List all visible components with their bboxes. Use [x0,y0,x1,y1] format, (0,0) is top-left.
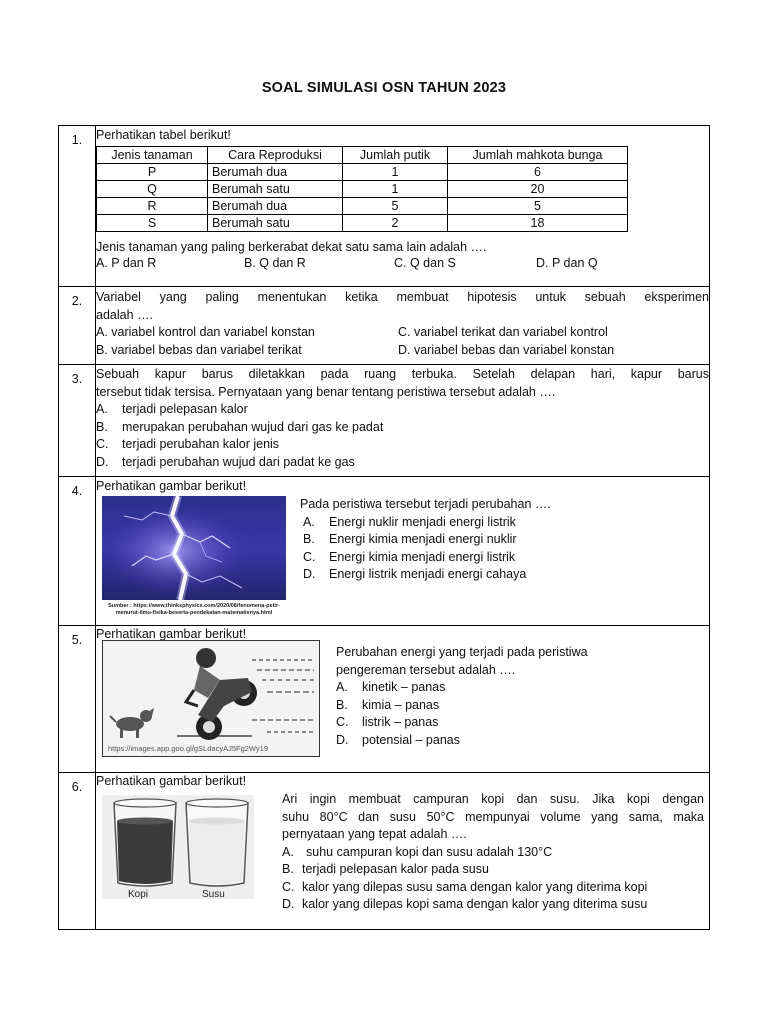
question-intro: Perhatikan tabel berikut! [96,128,231,142]
option-text: potensial – panas [362,732,460,747]
question-text-line: suhu 80°C dan susu 50°C mempunyai volume yang sama, maka [282,809,704,824]
table-cell: 1 [343,180,448,197]
motorbike-figure [102,640,320,760]
image-source-url: https://images.app.goo.gl/gSLdacyAJ5Fg2Wy19 [108,744,269,753]
option-text: Energi listrik menjadi energi cahaya [329,567,527,581]
option-letter: A. [96,402,108,416]
question-2 [59,287,710,365]
table-row [97,214,628,231]
question-intro: Perhatikan gambar berikut! [96,774,247,788]
option-text: terjadi pelepasan kalor pada susu [302,862,489,876]
table-cell: 6 [448,163,628,180]
table-cell: Berumah satu [208,214,343,231]
question-1 [59,126,710,287]
table-row [97,197,628,214]
option-letter: C. [303,549,316,564]
question-4 [59,477,710,626]
question-sheet [58,125,710,930]
image-source-caption: Sumber : https://www.thinksphysics.com/2020/08/fenomena-petir- [108,603,280,609]
option-d[interactable] [336,732,588,750]
option-b[interactable] [96,419,709,437]
option-text: kinetik – panas [362,680,446,694]
answer-options [96,401,709,471]
question-text-line: tersebut tidak tersisa. Pernyataan yang benar tentang peristiwa tersebut adalah …. [96,384,556,399]
option-a[interactable] [282,844,704,862]
option-a[interactable] [336,679,588,697]
table-row [97,180,628,197]
option-b[interactable]: B. variabel bebas dan variabel terikat [96,342,302,357]
option-text: terjadi perubahan wujud dari padat ke gas [122,454,355,469]
table-cell: Q [97,180,208,197]
image-source-caption: menurut-ilmu-fisika-beserta-pendekatan-matematisnya.html [115,609,273,616]
table-header: Jumlah mahkota bunga [448,146,628,163]
question-body [96,626,710,773]
question-body [96,287,710,365]
question-side [282,791,704,914]
table-header: Jumlah putik [343,146,448,163]
option-letter: C. [336,715,349,729]
plant-table [96,146,628,232]
question-intro: Perhatikan gambar berikut! [96,627,247,641]
option-text: kimia – panas [362,697,440,712]
option-d[interactable] [96,454,709,472]
question-text-line: Variabel yang paling menentukan ketika membuat hipotesis untuk sebuah eksperimen [96,290,709,304]
option-c[interactable]: C. variabel terikat dan variabel kontrol [398,325,608,339]
coffee-milk-glasses-image [102,795,254,899]
table-header: Cara Reproduksi [208,146,343,163]
option-text: Energi kimia menjadi energi nuklir [329,532,517,546]
table-cell: 18 [448,214,628,231]
option-letter: D. [96,454,109,469]
question-text-line: adalah …. [96,307,153,322]
question-3 [59,365,710,477]
option-b[interactable]: B. Q dan R [244,256,306,270]
question-intro: Perhatikan gambar berikut! [96,479,247,493]
option-text: Energi kimia menjadi energi listrik [329,549,516,564]
glasses-figure [102,795,254,902]
option-a[interactable]: A. P dan R [96,256,157,270]
option-b[interactable] [282,861,704,879]
option-text: kalor yang dilepas kopi sama dengan kalor yang diterima susu [302,897,648,911]
option-letter: C. [96,437,109,451]
option-letter: A. [282,844,294,859]
option-b[interactable] [336,697,588,715]
question-5 [59,626,710,773]
page-title: SOAL SIMULASI OSN TAHUN 2023 [261,80,507,96]
option-letter: A. [336,680,348,694]
question-text-line: Sebuah kapur barus diletakkan pada ruang terbuka. Setelah delapan hari, kapur barus [96,367,709,381]
table-cell: 5 [448,197,628,214]
option-d[interactable]: D. variabel bebas dan variabel konstan [398,342,615,357]
table-row [97,163,628,180]
lightning-image [102,496,286,600]
option-letter: B. [336,697,348,712]
option-letter: D. [282,897,295,911]
option-c[interactable] [303,549,551,567]
option-a[interactable] [303,514,551,532]
option-c[interactable] [282,879,704,897]
option-letter: B. [282,862,294,876]
question-body [96,477,710,626]
label-susu: Susu [202,889,225,899]
table-cell: 1 [343,163,448,180]
option-letter: C. [282,879,295,894]
answer-options [96,324,709,359]
table-cell: P [97,163,208,180]
question-body [96,773,710,930]
question-text-line: Perubahan energi yang terjadi pada peristiwa [336,645,588,659]
question-side [300,496,551,584]
question-body [96,126,710,287]
question-number: 2. [59,287,96,365]
option-a[interactable] [96,401,709,419]
question-text-line: pengereman tersebut adalah …. [336,662,516,677]
question-text-line: pernyataan yang tepat adalah …. [282,827,467,841]
question-number: 5. [59,626,96,773]
option-letter: B. [303,532,315,546]
table-cell: S [97,214,208,231]
option-c[interactable] [336,714,588,732]
table-cell: 20 [448,180,628,197]
table-cell: 5 [343,197,448,214]
option-c[interactable]: C. Q dan S [394,256,456,270]
motorbike-braking-image [102,640,320,757]
option-text: listrik – panas [362,715,439,729]
option-text: suhu campuran kopi dan susu adalah 130°C [306,844,553,859]
label-kopi: Kopi [128,889,149,899]
answer-options [96,256,709,270]
question-number: 4. [59,477,96,626]
option-text: merupakan perubahan wujud dari gas ke padat [122,419,384,434]
answer-options [300,514,551,584]
question-text: Pada peristiwa tersebut terjadi perubahan …. [300,497,551,511]
question-number: 3. [59,365,96,477]
question-number: 1. [59,126,96,287]
answer-options [282,844,704,914]
table-cell: Berumah dua [208,163,343,180]
question-side [336,644,588,749]
option-d[interactable] [303,566,551,584]
option-c[interactable] [96,436,709,454]
answer-options [336,679,588,749]
option-text: terjadi pelepasan kalor [122,402,248,416]
table-cell: 2 [343,214,448,231]
question-text-line: Ari ingin membuat campuran kopi dan susu. Jika kopi dengan [282,792,704,806]
table-cell: Berumah satu [208,180,343,197]
table-cell: R [97,197,208,214]
question-number: 6. [59,773,96,930]
table-header: Jenis tanaman [97,146,208,163]
option-letter: D. [336,732,349,747]
option-text: Energi nuklir menjadi energi listrik [329,514,516,529]
table-header-row [97,146,628,163]
option-b[interactable] [303,531,551,549]
option-d[interactable]: D. P dan Q [536,256,598,270]
question-text: Jenis tanaman yang paling berkerabat dekat satu sama lain adalah …. [96,239,487,254]
option-letter: A. [303,514,315,529]
question-body [96,365,710,477]
option-text: kalor yang dilepas susu sama dengan kalor yang diterima kopi [302,879,648,894]
option-d[interactable] [282,896,704,914]
question-6 [59,773,710,930]
option-letter: D. [303,567,316,581]
option-text: terjadi perubahan kalor jenis [122,437,280,451]
table-cell: Berumah dua [208,197,343,214]
option-a[interactable]: A. variabel kontrol dan variabel konstan [96,325,315,339]
lightning-figure [102,496,286,616]
option-letter: B. [96,419,108,434]
